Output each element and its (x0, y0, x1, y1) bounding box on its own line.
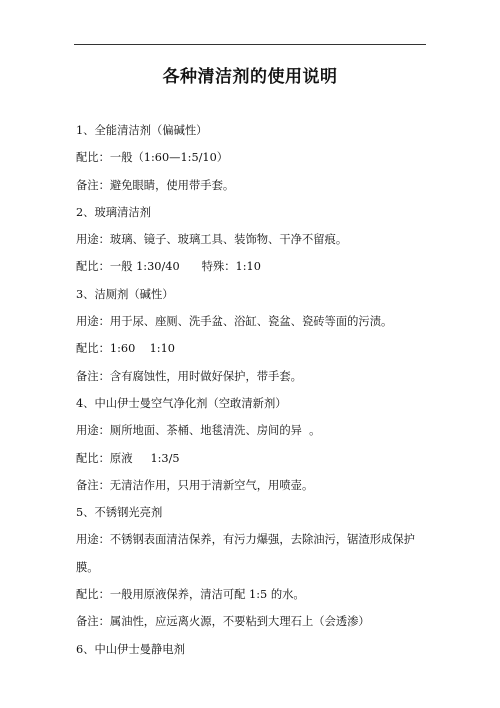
section-3-note: 备注：含有腐蚀性，用时做好保护，带手套。 (76, 369, 302, 383)
section-2-special-ratio: 特殊：1:10 (201, 260, 261, 274)
section-2-usage: 用途：玻璃、镜子、玻璃工具、装饰物、干净不留痕。 (76, 233, 348, 247)
section-3-usage: 用途：用于尿、座厕、洗手盆、浴缸、瓷盆、瓷砖等面的污渍。 (76, 315, 393, 329)
section-2-ratio-line (76, 253, 428, 280)
section-3-heading: 3、洁厕剂（碱性） (76, 287, 174, 301)
section-6-heading: 6、中山伊士曼静电剂 (76, 642, 185, 656)
section-2-ratio: 配比：一般 1:30/40 (76, 260, 180, 274)
header-rule (74, 44, 426, 45)
section-5-ratio: 配比：一般用原液保养，清洁可配 1:5 的水。 (76, 588, 305, 602)
section-5-usage: 用途：不锈钢表面清洁保养，有污力爆强，去除油污，锯渣形成保护膜。 (76, 533, 415, 574)
section-1-note: 备注：避免眼睛，使用带手套。 (76, 178, 235, 192)
section-3-ratio: 配比：1:60 1:10 (76, 342, 175, 356)
document-title: 各种清洁剂的使用说明 (162, 67, 338, 87)
section-5-note: 备注：属油性，应远离火源，不要粘到大理石上（会透渗） (76, 615, 370, 629)
section-1-ratio: 配比：一般（1:60—1:5/10） (76, 151, 229, 165)
section-4-usage: 用途：厕所地面、茶桶、地毯清洗、房间的异 。 (76, 424, 321, 438)
document-body (76, 117, 428, 663)
section-5-heading: 5、不锈钢光亮剂 (76, 506, 163, 520)
section-4-note: 备注：无清洁作用，只用于清新空气，用喷壶。 (76, 478, 314, 492)
section-4-ratio: 配比：原液 1:3/5 (76, 451, 180, 465)
section-2-heading: 2、玻璃清洁剂 (76, 205, 151, 219)
section-1-heading: 1、全能清洁剂（偏碱性） (76, 124, 208, 137)
section-4-heading: 4、中山伊士曼空气净化剂（空敢清新剂） (76, 396, 287, 410)
